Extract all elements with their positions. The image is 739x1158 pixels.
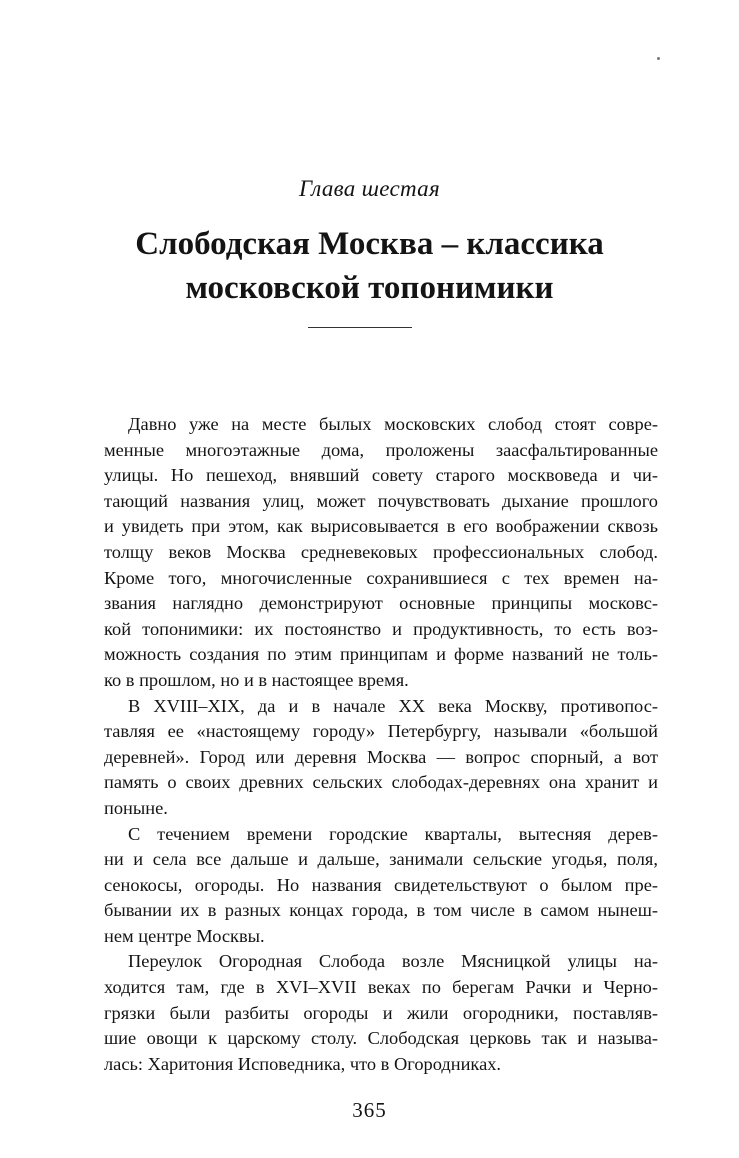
text-line: улицы. Но пешеход, внявший совету старого москвоведа и чи- [104,465,658,486]
text-line: память о своих древних сельских слободах-деревнях она хранит и [104,772,658,793]
text-line: звания наглядно демонстрируют основные принципы московс- [104,593,658,614]
chapter-title-line-1: Слободская Москва – классика [135,226,604,262]
text-line: шие овощи к царскому столу. Слободская церковь так и называ- [104,1028,658,1049]
text-line: ко в прошлом, но и в настоящее время. [104,669,409,690]
scan-speck [657,57,660,60]
text-line: Кроме того, многочисленные сохранившиеся с тех времен на- [104,567,658,588]
chapter-title [60,222,679,310]
text-line: нем центре Москвы. [104,925,265,946]
text-line: и увидеть при этом, как вырисовывается в его воображении сквозь [104,516,658,537]
text-line: менные многоэтажные дома, проложены заасфальтированные [104,439,658,460]
text-line: грязки были разбиты огороды и жили огородники, поставляв- [104,1002,658,1023]
page-number: 365 [352,1098,387,1122]
text-line: тающий названия улиц, может почувствовать дыхание прошлого [104,490,658,511]
chapter-label: Глава шестая [299,176,440,201]
text-line: поныне. [104,797,168,818]
title-divider [308,327,412,328]
chapter-title-line-2: московской топонимики [185,270,554,306]
text-line: толщу веков Москва средневековых профессиональных слобод. [104,541,658,562]
paragraph [104,822,658,950]
text-line: Переулок Огородная Слобода возле Мясницкой улицы на- [128,951,658,972]
text-line: можность создания по этим принципам и форме названий не толь- [104,644,658,665]
text-line: В XVIII–XIX, да и в начале XX века Москву, противопос- [128,695,658,716]
paragraph [104,949,658,1077]
text-line: Давно уже на месте былых московских слобод стоят совре- [128,414,658,434]
text-line: тавляя ее «настоящему городу» Петербургу, называли «большой [104,721,658,742]
paragraph [104,412,658,694]
paragraph [104,694,658,822]
text-line: ни и села все дальше и дальше, занимали сельские угодья, поля, [104,849,658,870]
body-text [104,412,658,1077]
text-line: бывании их в разных концах города, в том числе в самом нынеш- [104,900,658,921]
text-line: лась: Харитония Исповедника, что в Огородниках. [104,1053,502,1074]
text-line: сенокосы, огороды. Но названия свидетельствуют о былом пре- [104,874,658,895]
text-line: С течением времени городские кварталы, вытесняя дерев- [128,823,658,844]
text-line: деревней». Город или деревня Москва — вопрос спорный, а вот [104,746,658,767]
text-line: кой топонимики: их постоянство и продуктивность, то есть воз- [104,618,658,639]
text-line: ходится там, где в XVI–XVII веках по берегам Рачки и Черно- [104,977,658,998]
